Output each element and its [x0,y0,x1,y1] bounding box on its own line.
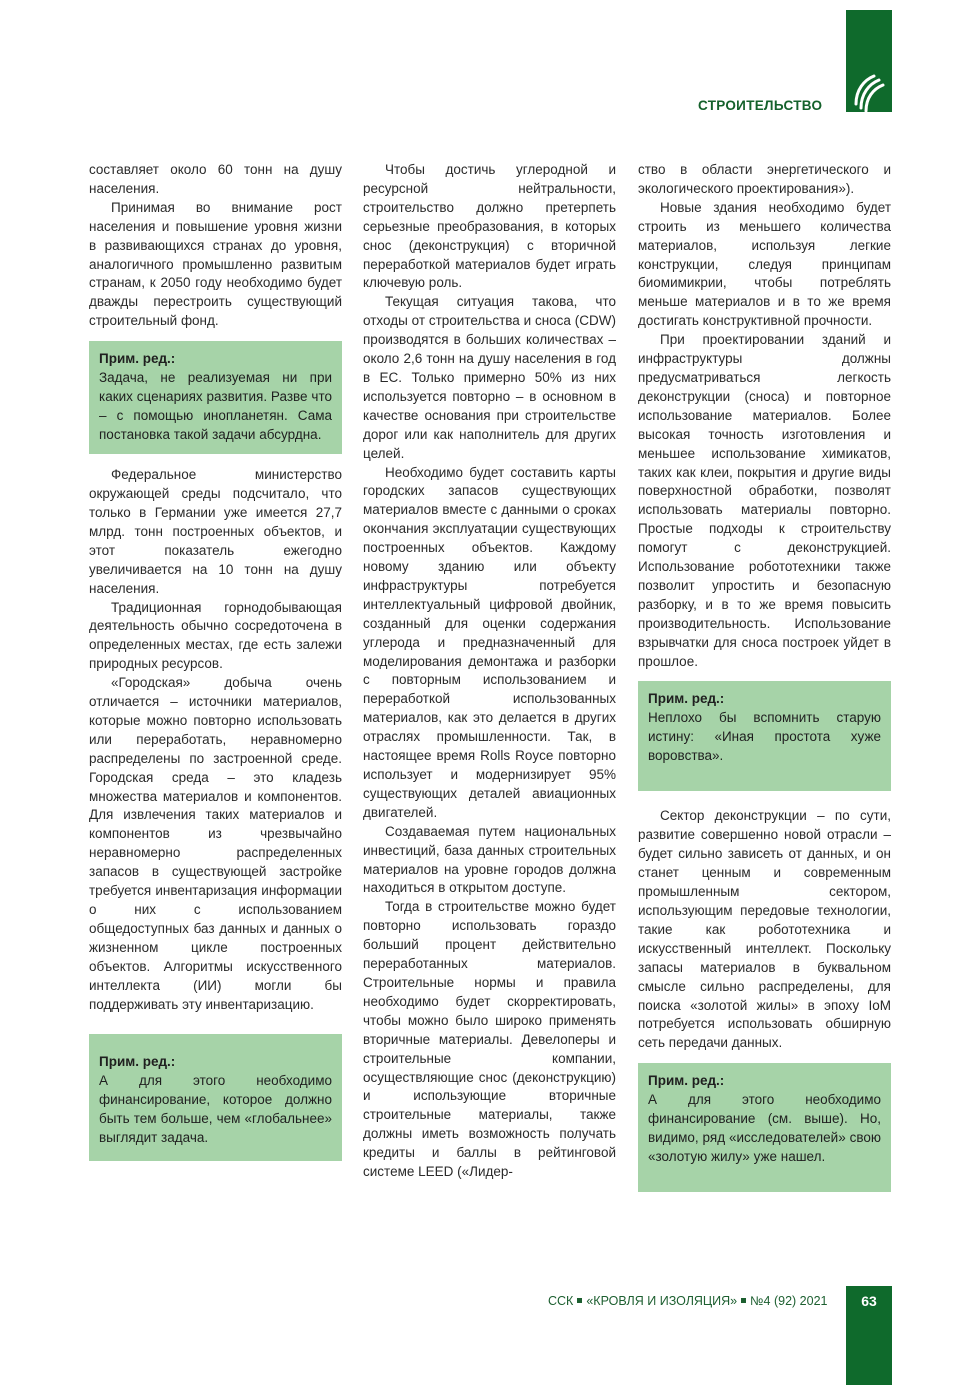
paragraph: составляет около 60 тонн на душу населения. [89,162,342,196]
paragraph: Чтобы достичь углеродной и ресурсной нейтральности, строительство должно претерпеть серьезные преобразования, в которых снос (деконструкция) с вторичной переработкой материалов будет играть ключевую роль. [363,162,616,291]
editor-note-title: Прим. ред.: [648,691,725,707]
footer-magazine: «КРОВЛЯ И ИЗОЛЯЦИЯ» [586,1294,738,1308]
footer-issue: №4 (92) 2021 [750,1294,828,1308]
editor-note [89,341,342,454]
paragraph: При проектировании зданий и инфраструктуры должны предусматриваться легкость деконструкции (сноса) и повторное использование материалов. Более высокая точность изготовления и меньшее использование химикатов, таких как клеи, покрытия и другие виды поверхностной обработки, позволят использовать материалы повторно. Простые подходы к строительству помогут с деконструкцией. Использование робототехники также позволит упростить и безопасную разборку, и в то же время повысить производительность. Использование взрывчатки для сноса построек уйдет в прошлое. [638,332,891,669]
editor-note-title: Прим. ред.: [648,1073,725,1089]
square-bullet-icon [741,1298,746,1303]
editor-note-text: Неплохо бы вспомнить старую истину: «Иная простота хуже воровства». [648,710,881,764]
paragraph: Принимая во внимание рост населения и повышение уровня жизни в развивающихся странах до уровня, аналогичного промышленно развитым странам, к 2050 году необходимо будет дважды перестроить существующий строительный фонд. [89,199,342,329]
editor-note [638,681,891,791]
paragraph: «Городская» добыча очень отличается – источники материалов, которые можно повторно использовать или переработать, неравномерно распределены по застроенной среде. Городская среда – это кладезь множества материалов и компонентов. Для извлечения таких материалов и компонентов из чрезвычайно неравномерно распределенных запасов в существующей застройке требуется инвентаризация информации о них с использованием общедоступных баз данных и данных о жизненном цикле построенных объектов. Алгоритмы искусственного интеллекта (ИИ) могли бы поддерживать эту инвентаризацию. [89,675,342,1012]
paragraph: Сектор деконструкции – по сути, развитие совершенно новой отрасли – будет сильно зависеть от данных, и он станет ценным и современным промышленным сектором, использующим передовые технологии, такие как робототехника и искусственный интеллект. Поскольку запасы материалов в буквальном смысле сильно распределены, для поиска «золотой жилы» в эпоху IoM потребуется использовать обширную сеть передачи данных. [638,808,891,1051]
editor-note-text: А для этого необходимо финансирование, которое должно быть тем больше, чем «глобальнее» выглядит задача. [99,1073,332,1146]
editor-note-title: Прим. ред.: [99,351,176,367]
column-1 [89,161,342,1173]
header-tab [846,10,892,112]
editor-note-title: Прим. ред.: [99,1054,176,1070]
editor-note-text: А для этого необходимо финансирование (см. выше). Но, видимо, ряд «исследователей» свою «золотую жилу» уже нашел. [648,1092,881,1165]
square-bullet-icon [577,1298,582,1303]
leaf-arcs-logo-icon [852,68,886,116]
paragraph: Традиционная горнодобывающая деятельность обычно сосредоточена в определенных местах, где есть залежи природных ресурсов. [89,599,342,672]
paragraph: Необходимо будет составить карты городских запасов существующих материалов вместе с данными о сроках окончания эксплуатации существующих построенных объектов. Каждому новому зданию или объекту инфраструктуры потребуется интеллектуальный цифровой двойник, созданный для оценки содержания углерода и предназначенный для моделирования демонтажа и разборки с повторным использованием и переработкой использованных материалов, как это делается в других отраслях промышленности. Так, в настоящее время Rolls Royce повторно использует и модернизирует 95% существующих деталей авиационных двигателей. [363,464,616,820]
footer-publisher: ССК [548,1294,574,1308]
editor-note [89,1034,342,1161]
section-label: СТРОИТЕЛЬСТВО [698,98,823,113]
paragraph: Создаваемая путем национальных инвестиций, база данных строительных материалов на уровне городов должна находиться в открытом доступе. [363,823,616,896]
editor-note [638,1063,891,1192]
paragraph: ство в области энергетического и экологического проектирования»). [638,162,891,196]
column-2 [363,161,616,1182]
page-number: 63 [861,1293,877,1309]
paragraph: Новые здания необходимо будет строить из меньшего количества материалов, используя легкие конструкции, следуя принципам биомимикрии, чтобы потреблять меньше материалов и в то же время достигать конструктивной прочности. [638,199,891,329]
footer-tab [846,1286,892,1385]
column-3 [638,161,891,1204]
paragraph: Тогда в строительстве можно будет повторно использовать гораздо больший процент действительно переработанных материалов. Строительные нормы и правила необходимо будет скорректировать, чтобы можно было широко применять вторичные материалы. Девелоперы и строительные компании, осуществляющие снос (деконструкцию) и использующие вторичные строительные материалы, также должны иметь возможность получать кредиты и баллы в рейтинговой системе LEED («Лидер- [363,899,616,1180]
footer-publication [548,1294,827,1308]
paragraph: Текущая ситуация такова, что отходы от строительства и сноса (CDW) производятся в больших количествах – около 2,6 тонн на душу населения в год в ЕС. Только примерно 50% из них используется повторно – в основном в качестве основания при строительстве дорог или как наполнитель для других целей. [363,294,616,461]
paragraph: Федеральное министерство окружающей среды подсчитало, что только в Германии уже имеется 27,7 млрд. тонн построенных объектов, и этот показатель ежегодно увеличивается на 10 тонн на душу населения. [89,467,342,596]
editor-note-text: Задача, не реализуемая ни при каких сценариях развития. Разве что – с помощью инопланетян. Сама постановка такой задачи абсурдна. [99,370,332,443]
